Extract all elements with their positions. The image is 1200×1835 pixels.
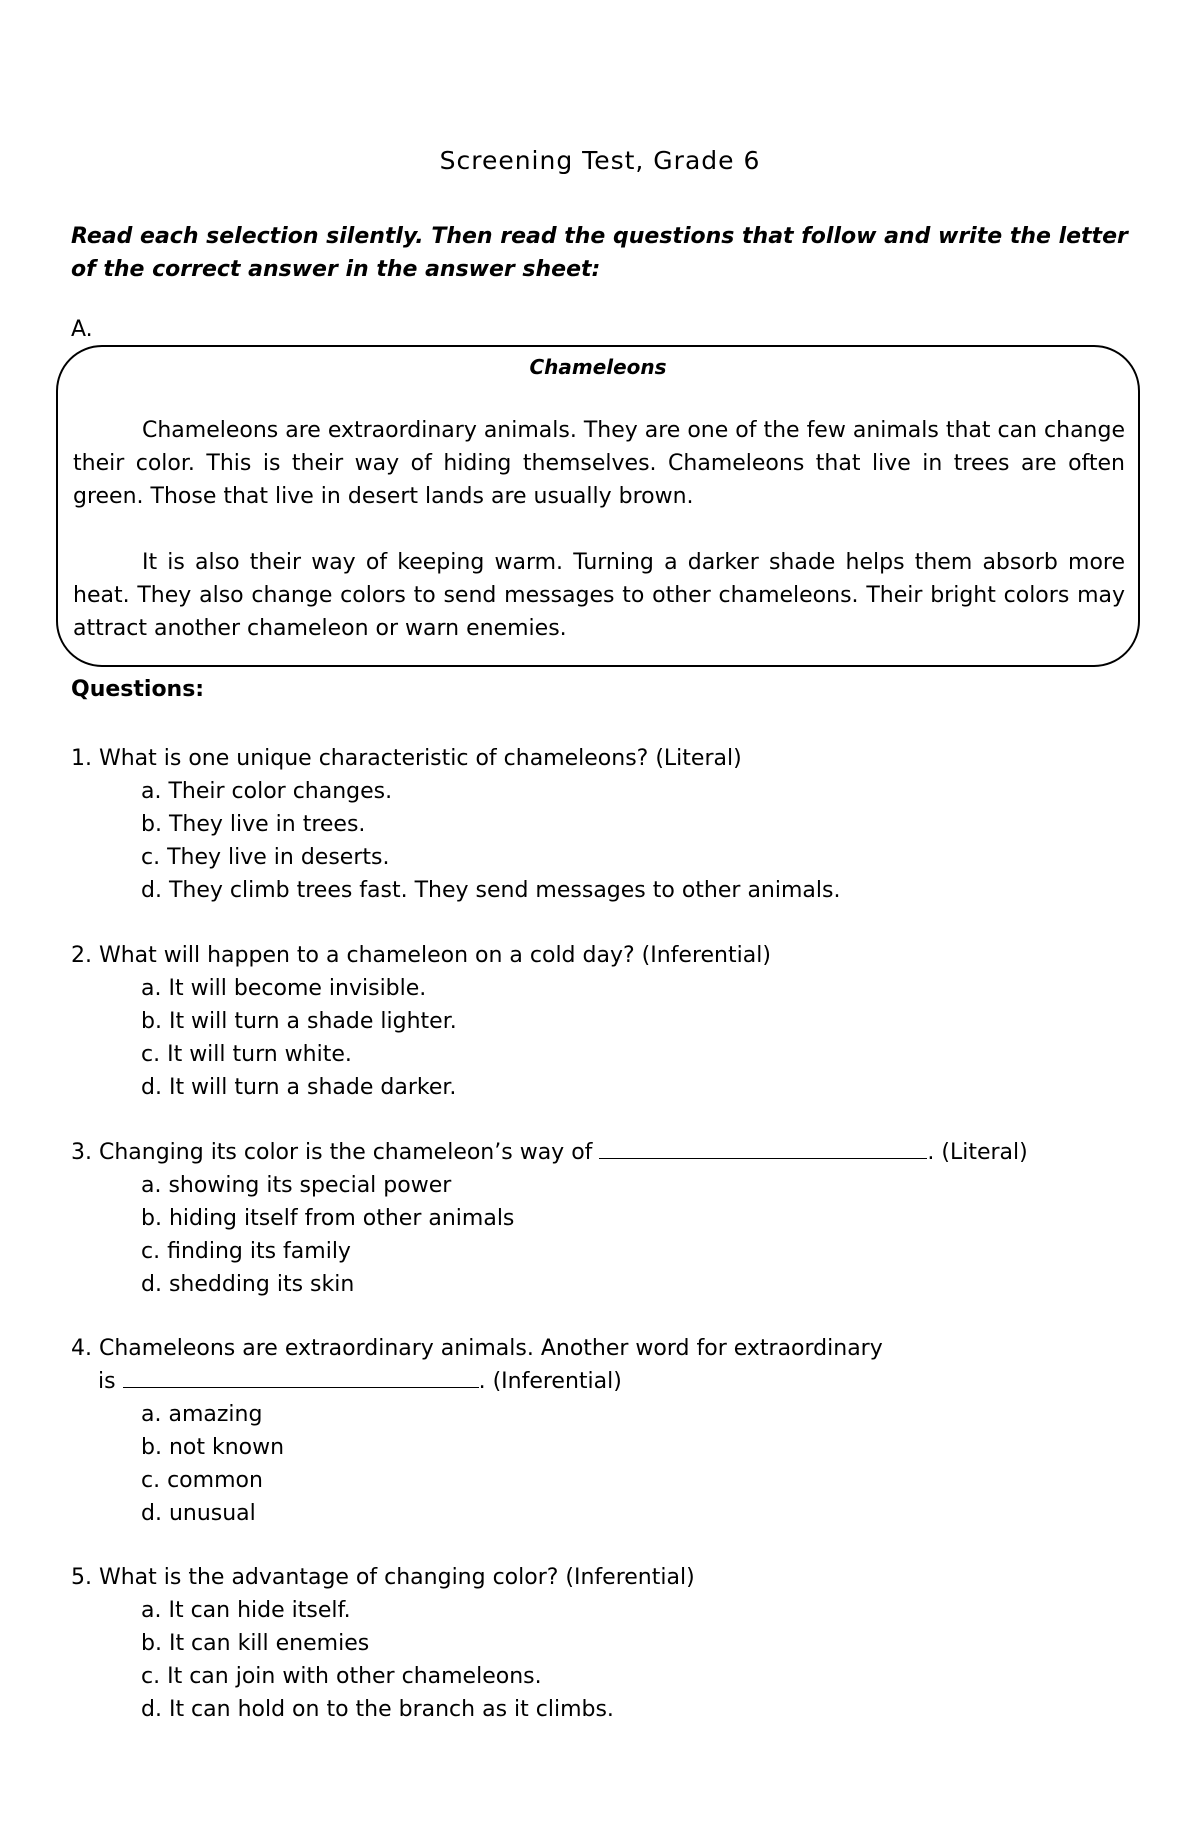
question-3-stem — [71, 1136, 1131, 1169]
option-c: c. common — [141, 1468, 263, 1493]
option-b: b. not known — [141, 1435, 285, 1460]
question-4-stem-text: is — [98, 1369, 123, 1394]
option-a: a. showing its special power — [141, 1173, 452, 1198]
option-a: a. It will become invisible. — [141, 976, 427, 1001]
option-a: a. amazing — [141, 1402, 263, 1427]
option-a: a. Their color changes. — [141, 779, 393, 804]
option-d: d. shedding its skin — [141, 1272, 355, 1297]
option-c: c. They live in deserts. — [141, 845, 390, 870]
selection-label: A. — [71, 317, 93, 342]
question-2 — [71, 939, 1131, 1104]
answer-blank — [599, 1136, 927, 1159]
question-1-options — [71, 775, 1131, 907]
question-5-options — [71, 1594, 1131, 1726]
question-3 — [71, 1136, 1131, 1301]
question-4 — [71, 1332, 1131, 1530]
question-2-options — [71, 972, 1131, 1104]
option-d: d. unusual — [141, 1501, 256, 1526]
question-1-stem: 1. What is one unique characteristic of chameleons? (Literal) — [71, 746, 742, 771]
page-title: Screening Test, Grade 6 — [439, 146, 761, 175]
question-4-stem-suffix: . (Inferential) — [478, 1369, 622, 1394]
question-3-stem-suffix: . (Literal) — [927, 1140, 1028, 1165]
passage-paragraph-2: It is also their way of keeping warm. Turning a darker shade helps them absorb more heat. They also change colors to send messages to other chameleons. Their bright colors may attract another chameleon or warn enemies. — [73, 550, 1125, 641]
question-1 — [71, 742, 1131, 907]
passage-paragraph-1: Chameleons are extraordinary animals. They are one of the few animals that can change their color. This is their way of hiding themselves. Chameleons that live in trees are often green. Those that live in desert lands are usually brown. — [73, 418, 1125, 509]
directions: Read each selection silently. Then read the questions that follow and write the letter of the correct answer in the answer sheet: — [71, 224, 1128, 282]
question-4-options — [71, 1398, 1131, 1530]
option-a: a. It can hide itself. — [141, 1598, 351, 1623]
option-d: d. They climb trees fast. They send messages to other animals. — [141, 878, 841, 903]
option-b: b. It can kill enemies — [141, 1631, 370, 1656]
option-c: c. finding its family — [141, 1239, 351, 1264]
passage-title: Chameleons — [529, 355, 667, 379]
question-5-stem: 5. What is the advantage of changing color? (Inferential) — [71, 1565, 695, 1590]
question-2-stem: 2. What will happen to a chameleon on a cold day? (Inferential) — [71, 943, 771, 968]
question-4-stem — [71, 1332, 1131, 1398]
option-d: d. It can hold on to the branch as it climbs. — [141, 1697, 614, 1722]
passage-box — [56, 345, 1140, 667]
question-3-options — [71, 1169, 1131, 1301]
option-b: b. They live in trees. — [141, 812, 366, 837]
option-c: c. It will turn white. — [141, 1042, 352, 1067]
question-3-stem-text: 3. Changing its color is the chameleon’s way of — [71, 1140, 600, 1165]
option-b: b. hiding itself from other animals — [141, 1206, 515, 1231]
questions-heading: Questions: — [71, 677, 205, 702]
option-c: c. It can join with other chameleons. — [141, 1664, 542, 1689]
question-5 — [71, 1561, 1131, 1726]
question-4-stem-line1: 4. Chameleons are extraordinary animals. Another word for extraordinary — [71, 1336, 883, 1361]
option-d: d. It will turn a shade darker. — [141, 1075, 457, 1100]
answer-blank — [123, 1365, 479, 1388]
option-b: b. It will turn a shade lighter. — [141, 1009, 457, 1034]
